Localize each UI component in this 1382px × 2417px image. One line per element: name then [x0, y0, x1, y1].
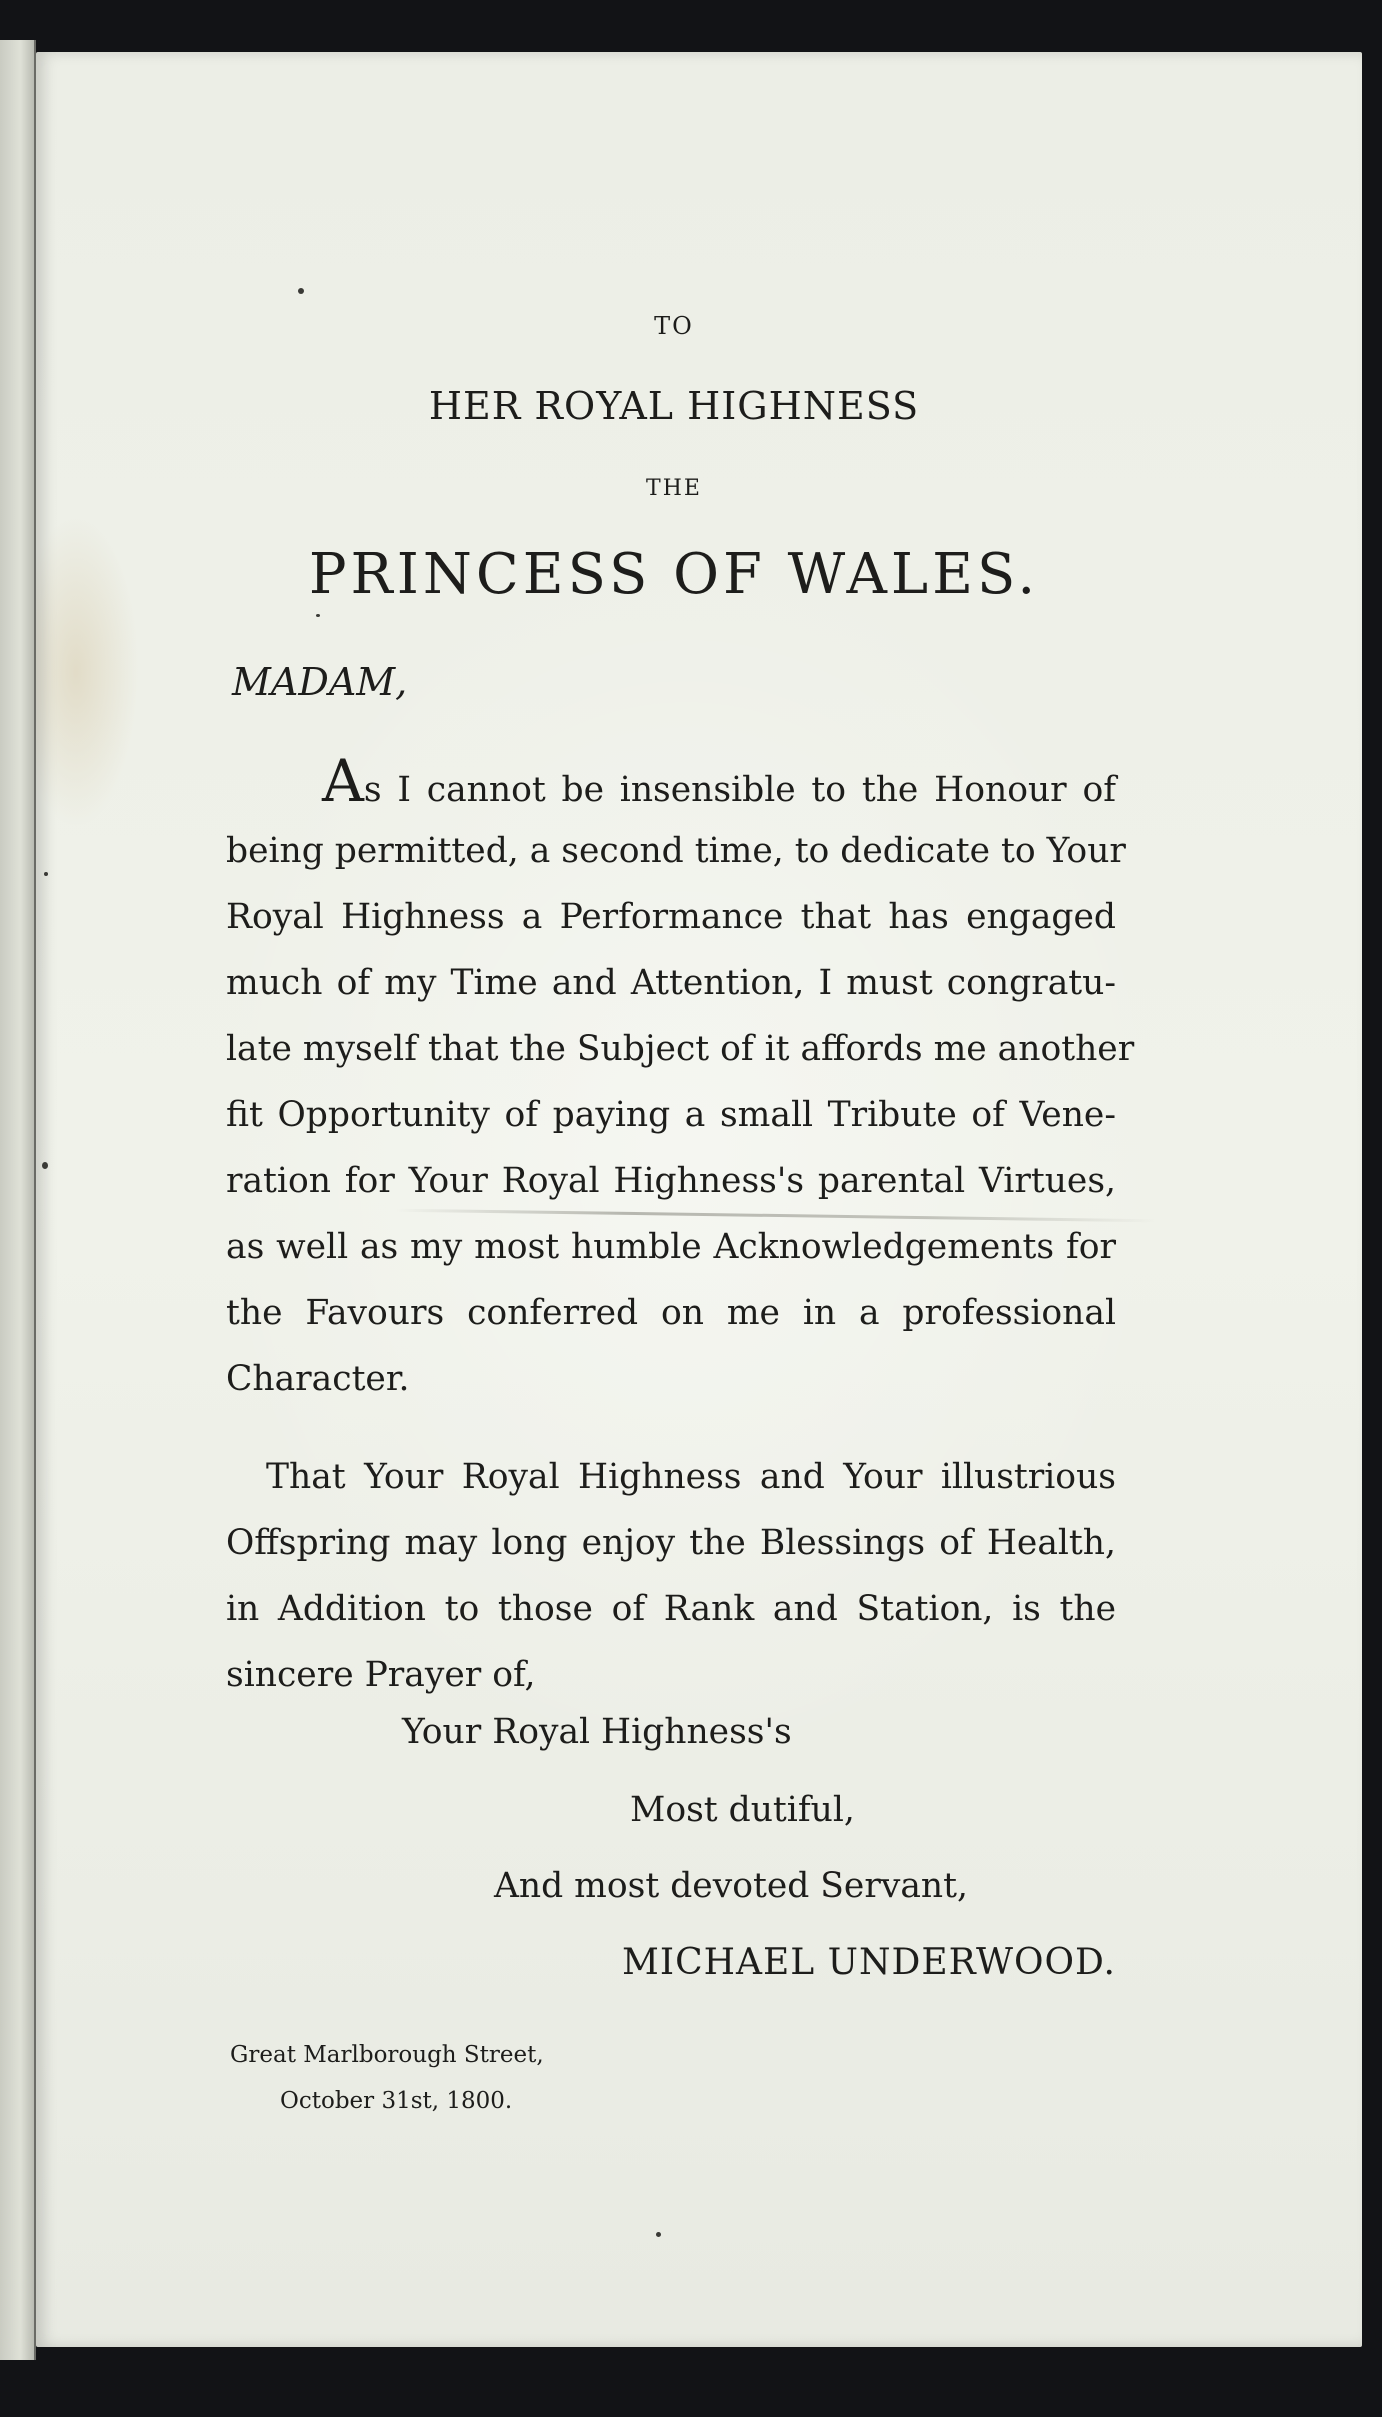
- paragraph-line: ration for Your Royal Highness's parental Virtues,: [226, 1161, 1116, 1201]
- paragraph-line: Royal Highness a Performance that has engaged: [226, 897, 1116, 937]
- paragraph-line: being permitted, a second time, to dedicate to Your: [226, 831, 1126, 871]
- facing-page-edge: [0, 40, 36, 2360]
- paragraph-line: Character.: [226, 1359, 410, 1399]
- dedication-addressee: HER ROYAL HIGHNESS: [428, 384, 920, 428]
- salutation: MADAM,: [232, 660, 408, 704]
- ink-speck: [44, 872, 48, 876]
- drop-cap: A: [322, 747, 364, 815]
- ink-speck: [298, 288, 304, 294]
- ink-speck: [42, 1162, 48, 1169]
- closing-line-1: Your Royal Highness's: [402, 1712, 792, 1752]
- ink-speck: [316, 614, 320, 617]
- place-line: Great Marlborough Street,: [230, 2042, 544, 2068]
- dedication-to: TO: [654, 312, 694, 340]
- paragraph-line: the Favours conferred on me in a professional: [226, 1293, 1116, 1333]
- paragraph-line: As I cannot be insensible to the Honour of: [322, 747, 1116, 815]
- paragraph-line: late myself that the Subject of it affords me another: [226, 1029, 1135, 1069]
- paragraph-line: sincere Prayer of,: [226, 1655, 536, 1695]
- signature: MICHAEL UNDERWOOD.: [622, 1942, 1116, 1983]
- paragraph-line: much of my Time and Attention, I must congratu-: [226, 963, 1116, 1003]
- paragraph-line: fit Opportunity of paying a small Tribute of Vene-: [226, 1095, 1116, 1135]
- ink-speck: [656, 2232, 661, 2237]
- paragraph-line: in Addition to those of Rank and Station, is the: [226, 1589, 1116, 1629]
- dedication-the: THE: [646, 476, 702, 501]
- paragraph-line: That Your Royal Highness and Your illustrious: [266, 1457, 1116, 1497]
- dedication-page: [36, 52, 1362, 2347]
- paragraph-line: as well as my most humble Acknowledgements for: [226, 1227, 1116, 1267]
- paragraph-2: [226, 1444, 1116, 1708]
- paragraph-line: Offspring may long enjoy the Blessings of Health,: [226, 1523, 1116, 1563]
- date-line: October 31st, 1800.: [280, 2088, 513, 2114]
- page-title: PRINCESS OF WALES.: [308, 542, 1040, 607]
- closing-line-3: And most devoted Servant,: [494, 1866, 968, 1906]
- closing-line-2: Most dutiful,: [630, 1790, 855, 1830]
- paragraph-1: [226, 747, 1135, 1412]
